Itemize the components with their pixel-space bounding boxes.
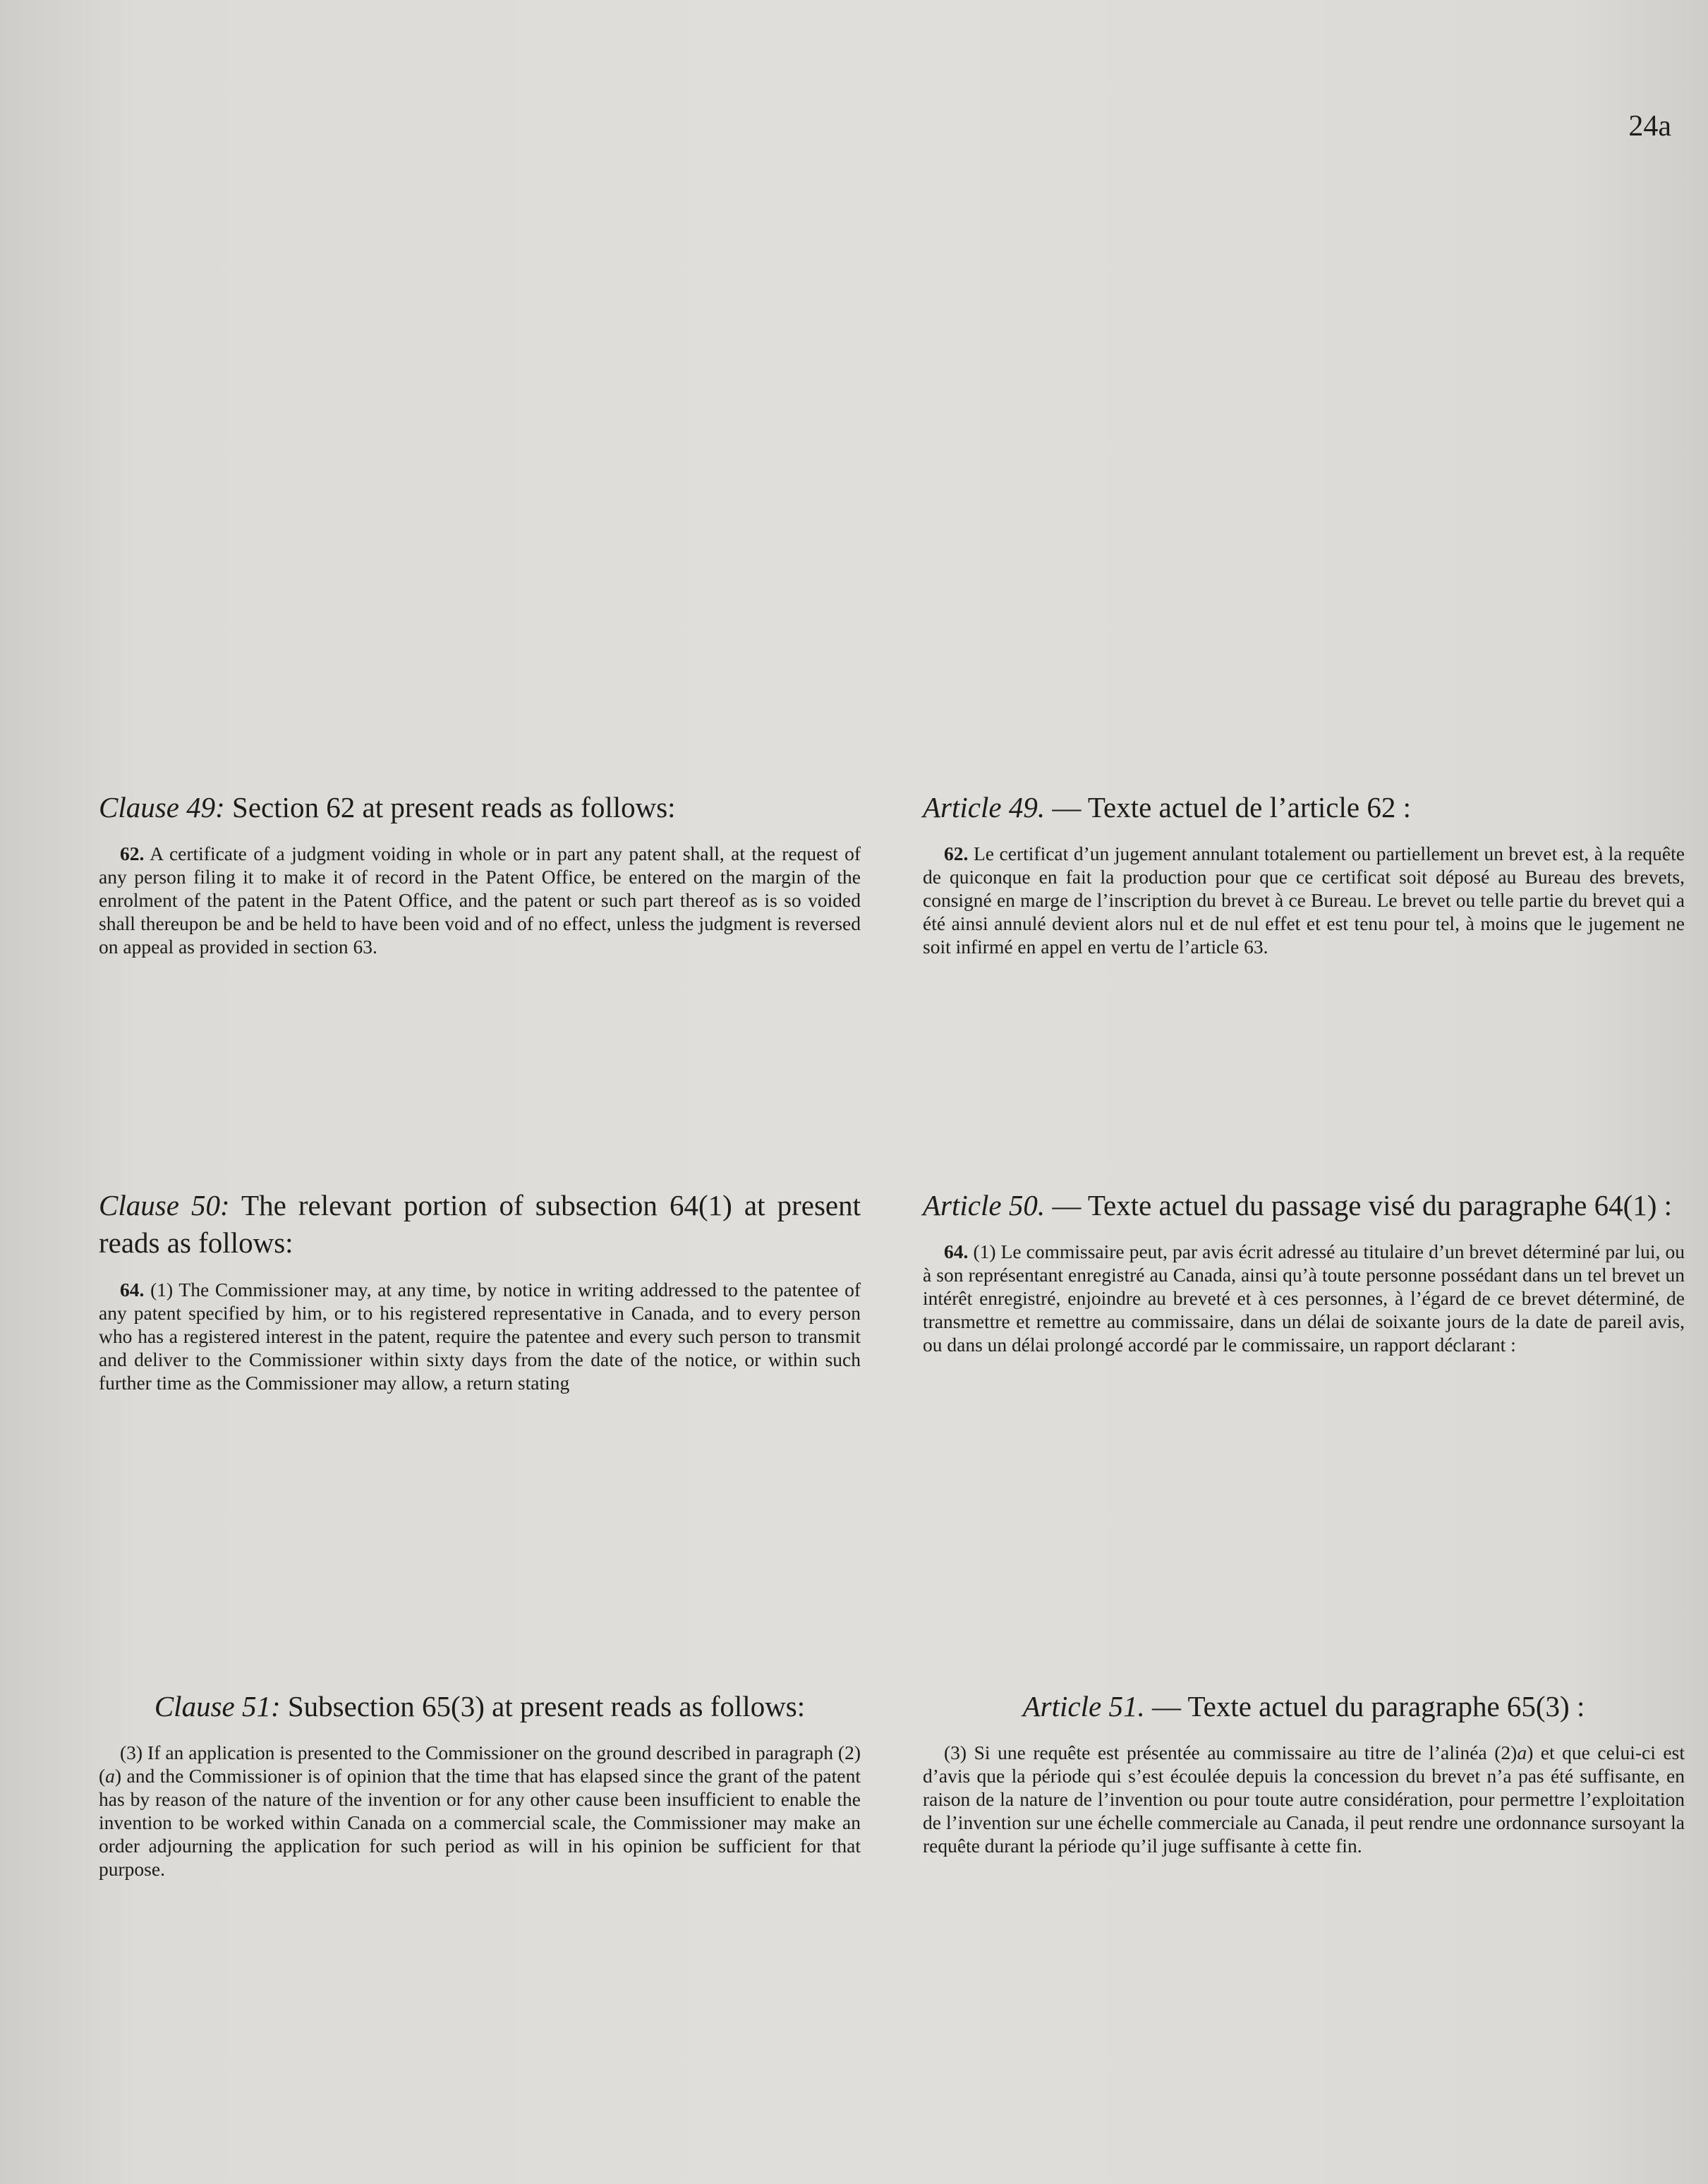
article-label: Article 51. xyxy=(1022,1690,1145,1723)
paragraph-letter: a xyxy=(105,1765,115,1787)
clause-heading-text: Section 62 at present reads as follows: xyxy=(224,791,676,823)
clause-label: Clause 50: xyxy=(99,1189,230,1221)
section-text-start: (3) If an application is presented to the Commissioner on the ground described in paragraph (2)( xyxy=(99,1742,861,1787)
clause-51-english xyxy=(99,1688,861,1881)
clause-body xyxy=(99,1741,861,1881)
clause-heading-text: The relevant portion of subsection 64(1) at present reads as follows: xyxy=(99,1189,861,1260)
clause-heading-text: Subsection 65(3) at present reads as follows: xyxy=(280,1690,806,1723)
section-number: 64. xyxy=(120,1278,145,1301)
page-number: 24a xyxy=(1628,110,1671,143)
clause-label: Clause 49: xyxy=(99,791,225,823)
article-body xyxy=(923,1741,1685,1857)
article-label: Article 49. xyxy=(923,791,1046,823)
article-49-french xyxy=(923,789,1685,958)
article-heading-text: — Texte actuel de l’article 62 : xyxy=(1045,791,1411,823)
article-heading xyxy=(923,1187,1685,1224)
article-label: Article 50. xyxy=(923,1189,1046,1221)
clause-body xyxy=(99,1278,861,1394)
clause-49-english xyxy=(99,789,861,958)
clause-body xyxy=(99,842,861,958)
clause-heading xyxy=(99,789,861,826)
clause-label: Clause 51: xyxy=(154,1690,281,1723)
article-51-french xyxy=(923,1688,1685,1857)
article-body xyxy=(923,1240,1685,1356)
section-text: (1) Le commissaire peut, par avis écrit adressé au titulaire d’un brevet déterminé par lui, ou à son représentant enregistré au Canada, ainsi qu’à toute personne possédant dans un tel brevet un intérêt enregistré, enjoindre au breveté et à ces personnes, à l’égard de ce brevet déterminé, de transmettre et remettre au commissaire, dans un délai de soixante jours de la date de pareil avis, ou dans un délai prolongé accordé par le commissaire, un rapport déclarant : xyxy=(923,1241,1685,1356)
article-heading xyxy=(923,1688,1685,1725)
clause-heading xyxy=(99,1187,861,1262)
article-heading xyxy=(923,789,1685,826)
section-text: (1) The Commissioner may, at any time, by notice in writing addressed to the patentee of any patent specified by him, or to his registered representative in Canada, and to every person who has a registered interest in the patent, require the patentee and every such person to transmit and deliver to the Commissioner within sixty days from the date of the notice, or within such further time as the Commissioner may allow, a return stating xyxy=(99,1278,861,1394)
article-50-french xyxy=(923,1187,1685,1356)
article-heading-text: — Texte actuel du paragraphe 65(3) : xyxy=(1144,1690,1585,1723)
section-text: Le certificat d’un jugement annulant totalement ou partiellement un brevet est, à la requête de quiconque en fait la production pour que ce certificat soit déposé au Bureau des brevets, consigné en marge de l’inscription du brevet à ce Bureau. Le brevet ou telle partie du brevet qui a été ainsi annulé devient alors nul et de nul effet et est tenu pour tel, à moins que le jugement ne soit infirmé en appel en vertu de l’article 63. xyxy=(923,843,1685,958)
article-body xyxy=(923,842,1685,958)
section-text-start: (3) Si une requête est présentée au commissaire au titre de l’alinéa (2) xyxy=(944,1742,1518,1764)
clause-50-english xyxy=(99,1187,861,1394)
section-text-end: ) et que celui-ci est d’avis que la période qui s’est écoulée depuis la concession du brevet n’a pas été suffisante, en raison de la nature de l’invention ou pour toute autre considération, pour permettre l’exploitation de l’invention sur une échelle commerciale au Canada, il peut rendre une ordonnance sursoyant la requête durant la période qu’il juge suffisante à cette fin. xyxy=(923,1742,1685,1857)
article-heading-text: — Texte actuel du passage visé du paragraphe 64(1) : xyxy=(1045,1189,1673,1221)
section-text: A certificate of a judgment voiding in whole or in part any patent shall, at the request of any person filing it to make it of record in the Patent Office, be entered on the margin of the enrolment of the patent in the Patent Office, and the patent or such part thereof as is so voided shall thereupon be and be held to have been void and of no effect, unless the judgment is reversed on appeal as provided in section 63. xyxy=(99,843,861,958)
paragraph-letter: a xyxy=(1517,1742,1527,1764)
section-number: 64. xyxy=(944,1241,969,1263)
clause-heading xyxy=(99,1688,861,1725)
section-number: 62. xyxy=(120,843,145,865)
section-number: 62. xyxy=(944,843,969,865)
section-text-end: ) and the Commissioner is of opinion that the time that has elapsed since the grant of the patent has by reason of the nature of the invention or for any other cause been insufficient to enable the invention to be worked within Canada on a commercial scale, the Commissioner may make an order adjourning the application for such period as will in his opinion be sufficient for that purpose. xyxy=(99,1765,861,1881)
